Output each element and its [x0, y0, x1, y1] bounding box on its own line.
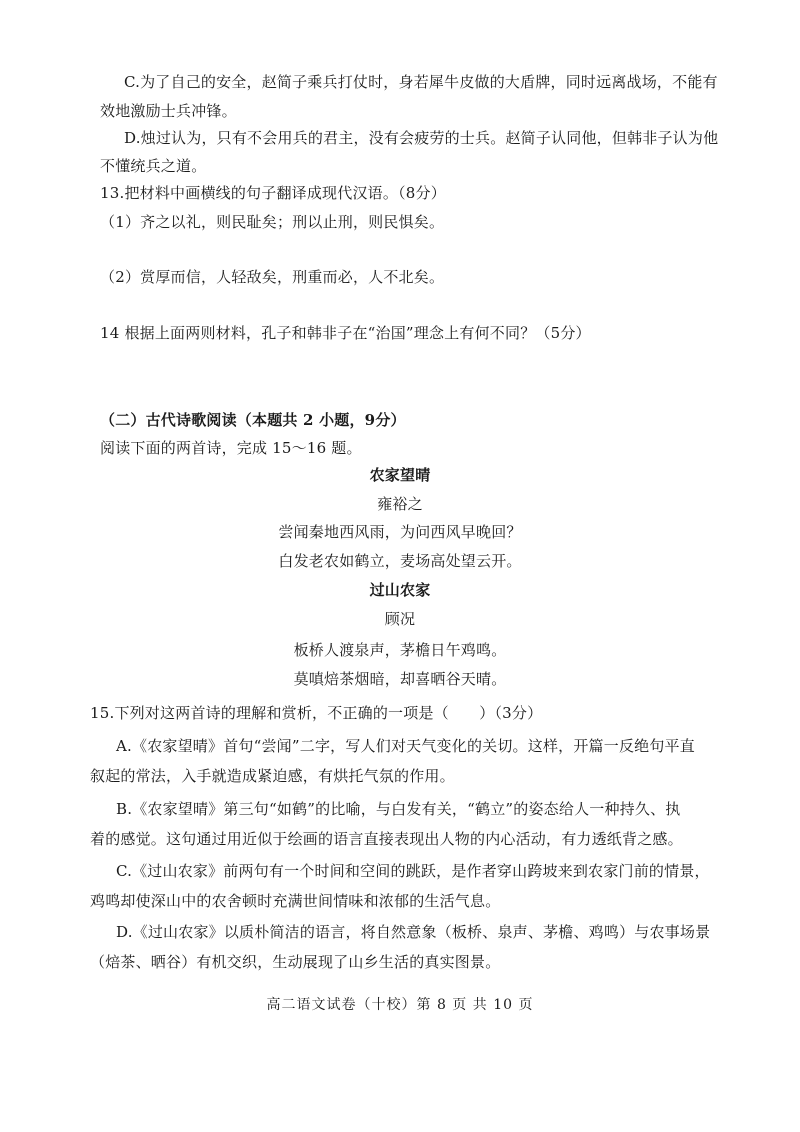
poem-2-line-2: 莫嗔焙茶烟暗，却喜晒谷天晴。 [293, 670, 507, 688]
q12-option-c-line2: 效地激励士兵冲锋。 [100, 102, 237, 120]
q15-option-c-line2: 鸡鸣却使深山中的农舍顿时充满世间情味和浓郁的生活气息。 [90, 892, 501, 910]
q15-option-b-line2: 着的感觉。这句通过用近似于绘画的语言直接表现出人物的内心活动，有力透纸背之感。 [90, 830, 683, 848]
q15-option-a-line1: A.《农家望晴》首句“尝闻”二字，写人们对天气变化的关切。这样，开篇一反绝句平直 [116, 737, 695, 755]
q15-option-a-line2: 叙起的常法，入手就造成紧迫感，有烘托气氛的作用。 [90, 767, 455, 785]
section-2-instruction: 阅读下面的两首诗，完成 15～16 题。 [100, 439, 362, 457]
poem-2-line-1: 板桥人渡泉声，茅檐日午鸡鸣。 [293, 641, 507, 659]
q13-item-1: （1）齐之以礼，则民耻矣；刑以止刑，则民惧矣。 [100, 213, 445, 231]
q15-option-c-line1: C.《过山农家》前两句有一个时间和空间的跳跃，是作者穿山跨坡来到农家门前的情景， [116, 862, 710, 880]
poem-1-author: 雍裕之 [377, 495, 423, 513]
q14-prompt: 14 根据上面两则材料，孔子和韩非子在“治国”理念上有何不同？（5分） [100, 324, 591, 342]
q15-option-d-line1: D.《过山农家》以质朴简洁的语言，将自然意象（板桥、泉声、茅檐、鸡鸣）与农事场景 [116, 923, 711, 941]
page-footer: 高二语文试卷（十校）第 8 页 共 10 页 [266, 997, 534, 1013]
poem-1-line-1: 尝闻秦地西风雨，为问西风早晚回？ [278, 523, 522, 541]
poem-1-title: 农家望晴 [369, 466, 431, 484]
q13-item-2: （2）赏厚而信，人轻敌矣，刑重而必，人不北矣。 [100, 268, 445, 286]
q12-option-d-line1: D.烛过认为，只有不会用兵的君主，没有会疲劳的士兵。赵简子认同他，但韩非子认为他 [124, 129, 719, 147]
poem-2-author: 顾况 [384, 610, 416, 628]
section-2-heading: （二）古代诗歌阅读（本题共 2 小题，9分） [100, 411, 406, 429]
q12-option-c-line1: C.为了自己的安全，赵简子乘兵打仗时，身若犀牛皮做的大盾牌，同时远离战场，不能有 [124, 73, 718, 91]
q15-option-b-line1: B.《农家望晴》第三句“如鹤”的比喻，与白发有关，“鹤立”的姿态给人一种持久、执 [116, 800, 681, 818]
q13-prompt: 13.把材料中画横线的句子翻译成现代汉语。（8分） [100, 184, 446, 202]
q12-option-d-line2: 不懂统兵之道。 [100, 157, 207, 175]
poem-1-line-2: 白发老农如鹤立，麦场高处望云开。 [278, 552, 522, 570]
q15-option-d-line2: （焙茶、晒谷）有机交织，生动展现了山乡生活的真实图景。 [90, 953, 501, 971]
q15-prompt: 15.下列对这两首诗的理解和赏析，不正确的一项是（ ）（3分） [90, 704, 543, 722]
poem-2-title: 过山农家 [369, 581, 431, 599]
